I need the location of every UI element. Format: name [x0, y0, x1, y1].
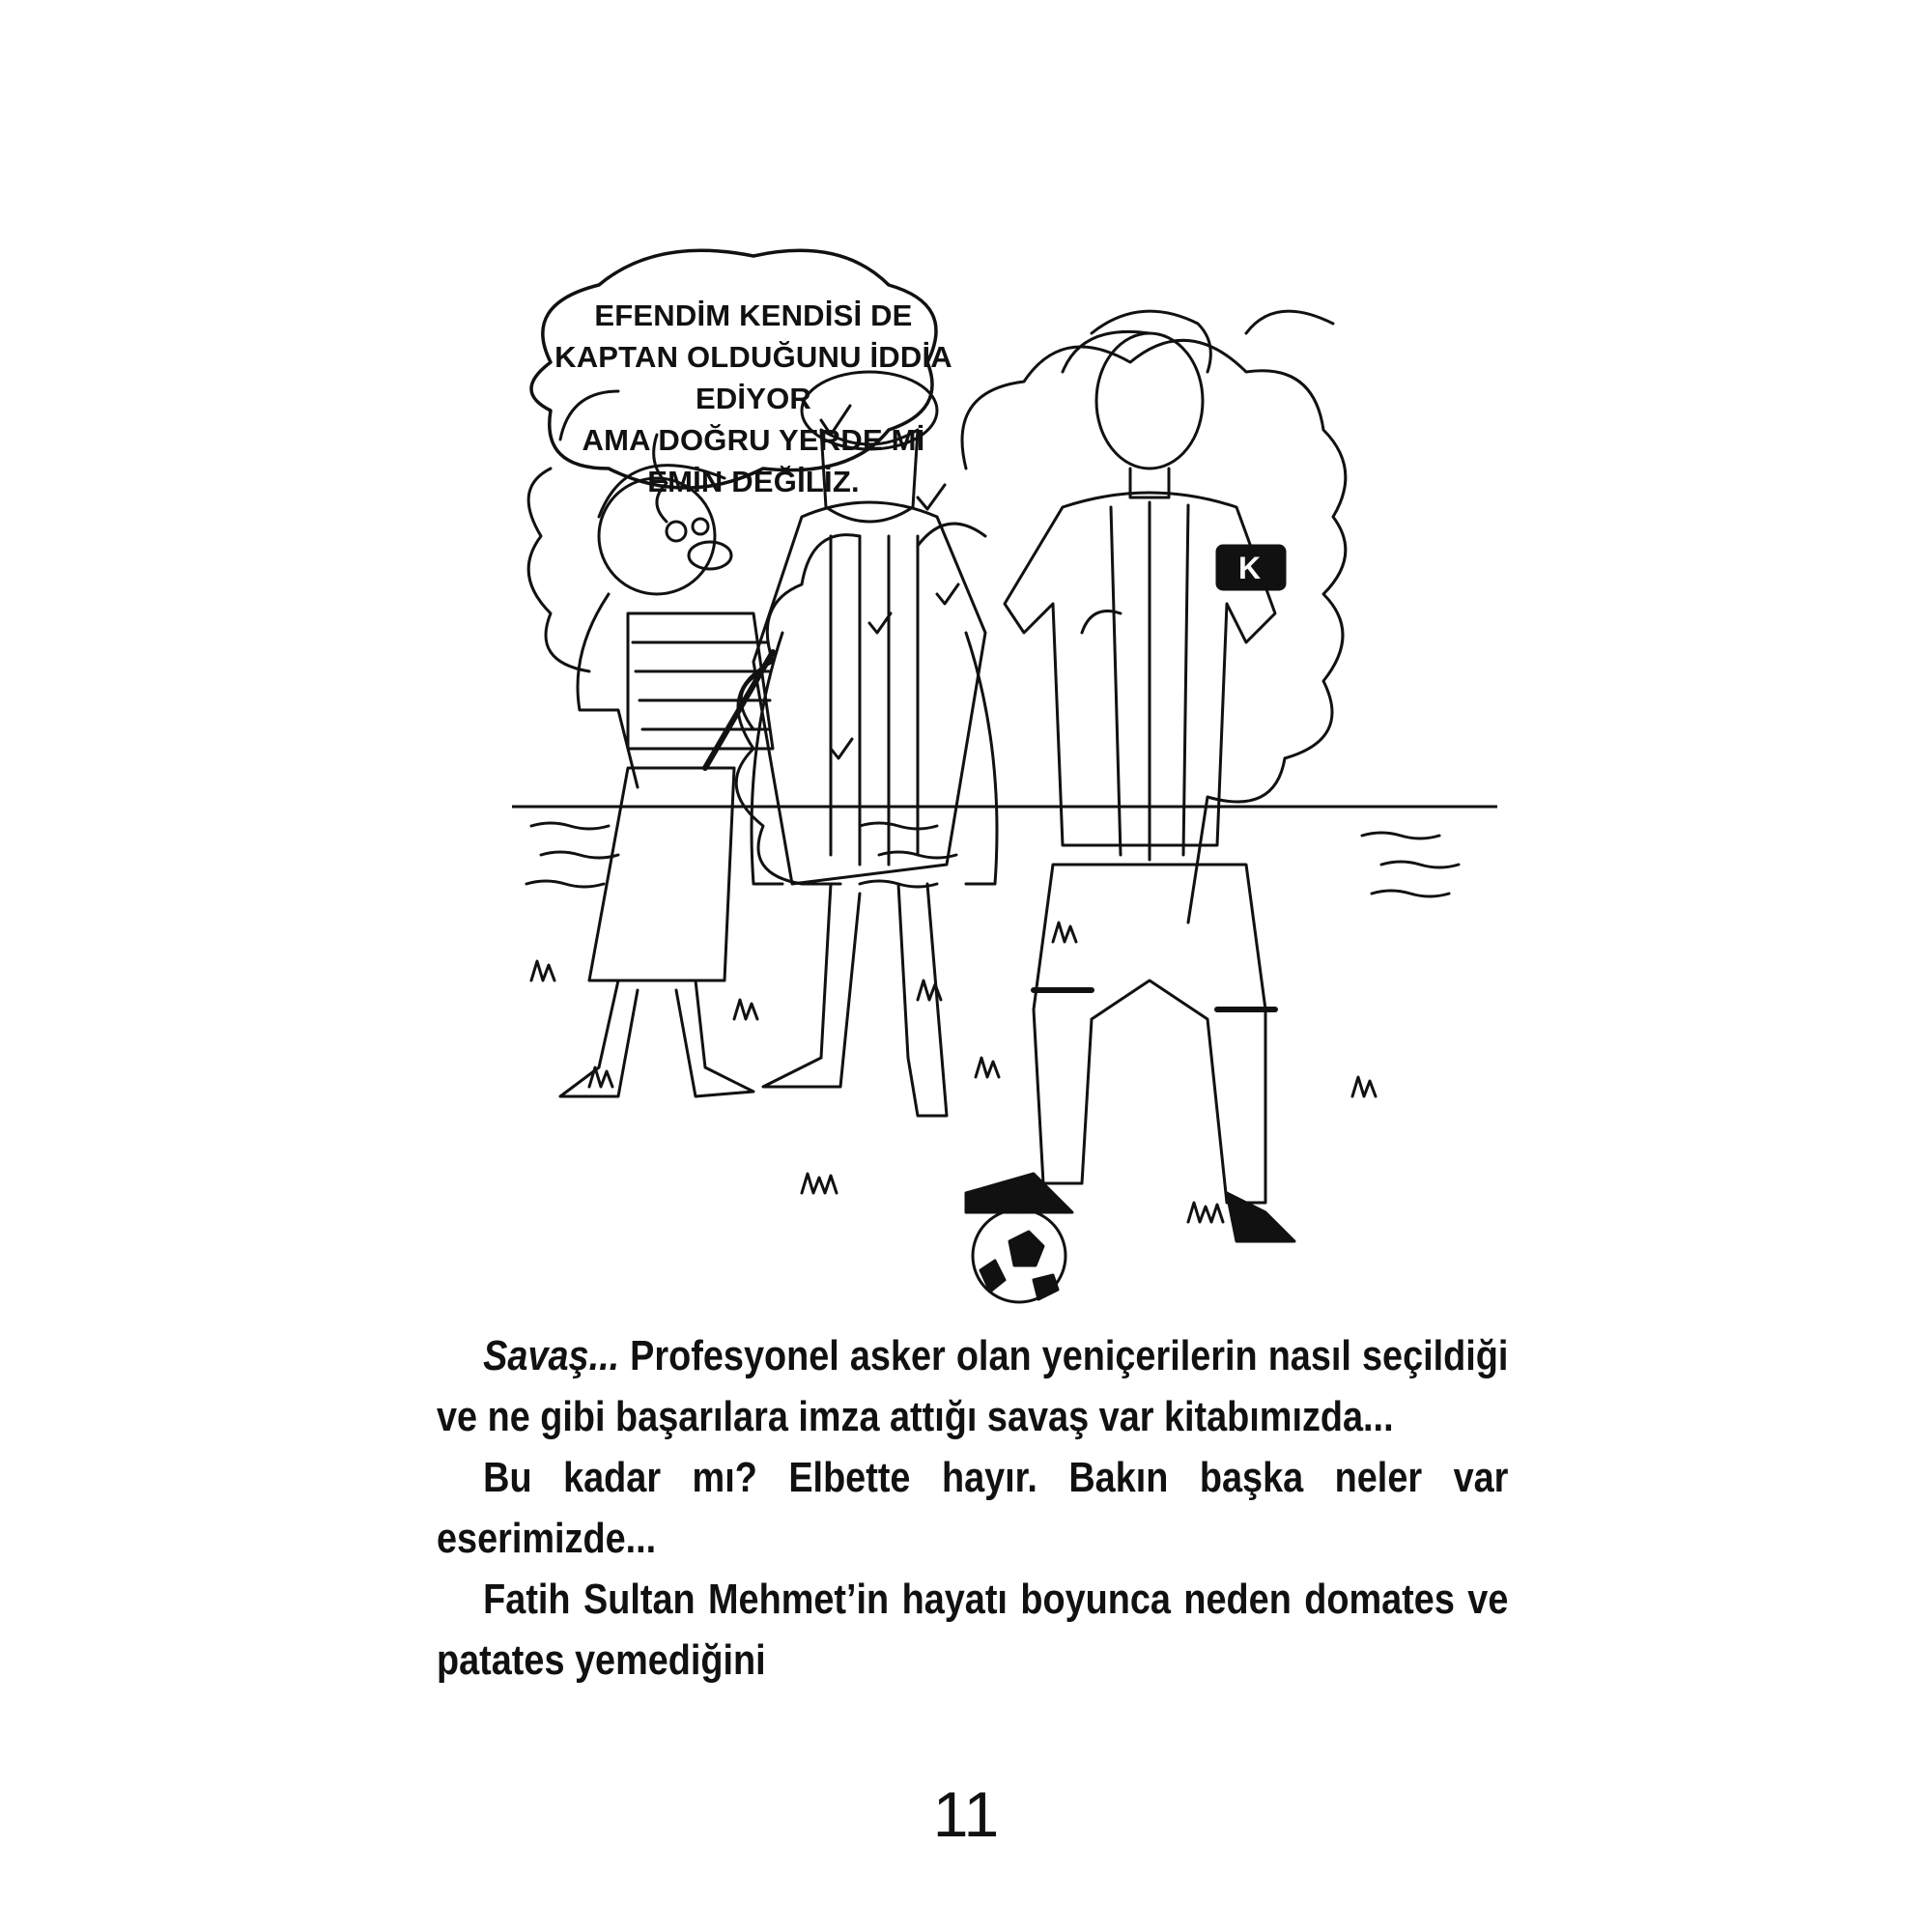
paragraph-2: Bu kadar mı? Elbette hayır. Bakın başka neler var eserimizde... [437, 1454, 1509, 1562]
paragraph-1-italic: Savaş... [483, 1332, 620, 1379]
speech-bubble-text [536, 295, 971, 502]
paragraph-3: Fatih Sultan Mehmet’in hayatı boyunca neden domates ve patates yemediğini [437, 1576, 1509, 1684]
paragraph-1 [437, 1325, 1508, 1447]
football [973, 1209, 1065, 1302]
grass [531, 923, 1376, 1222]
sea [512, 807, 1497, 896]
captain-armband-letter: K [1238, 551, 1262, 585]
speech-bubble-line: AMA DOĞRU YERDE Mİ [582, 423, 925, 457]
body-text [437, 1325, 1508, 1690]
speech-bubble-line: EMİN DEĞİLİZ. [647, 465, 860, 498]
speech-bubble-line: EFENDİM KENDİSİ DE [594, 298, 913, 332]
football-player-figure [966, 311, 1294, 1241]
paragraph-1-rest: Profesyonel asker olan yeniçerilerin nasıl seçildiği ve ne gibi başarılara imza attığı savaş var kitabımızda... [437, 1332, 1509, 1440]
page-number: 11 [932, 1778, 1000, 1850]
speech-bubble-line: KAPTAN OLDUĞUNU İDDİA EDİYOR [554, 340, 952, 415]
